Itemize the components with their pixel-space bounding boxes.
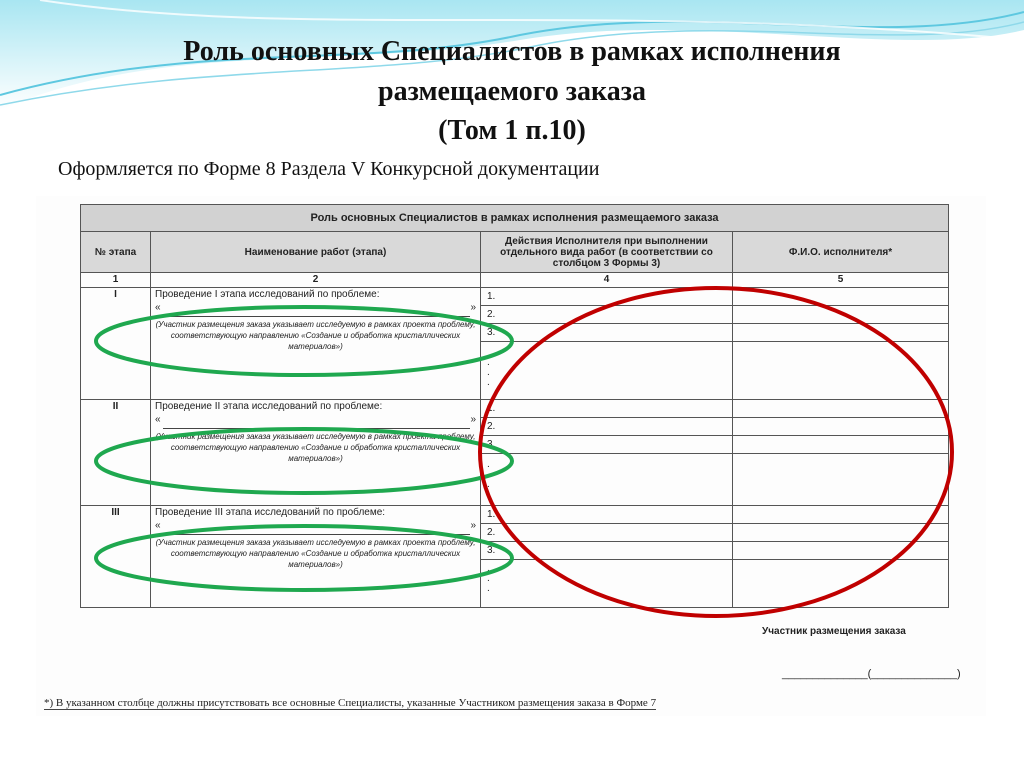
stage-note: (Участник размещения заказа указывает исследуемую в рамках проекта проблему, соответствующую направлению «Создание и обработка кристаллических материалов») <box>155 432 476 463</box>
table-footnote: *) В указанном столбце должны присутствовать все основные Специалисты, указанные Участником размещения заказа в Форме 7 <box>44 697 657 709</box>
problem-blank-line <box>155 520 476 535</box>
quote-open: « <box>155 302 161 313</box>
name-slot <box>733 306 948 324</box>
stage-number: III <box>81 506 151 608</box>
slide-title-line-1: Роль основных Специалистов в рамках исполнения <box>183 36 841 67</box>
header-executor-actions: Действия Исполнителя при выполнении отдельного вида работ (в соответствии со столбцом 3 Формы 3) <box>481 232 733 273</box>
action-item: 3. <box>481 542 732 560</box>
signer-label: Участник размещения заказа <box>762 626 906 637</box>
table-caption: Роль основных Специалистов в рамках исполнения размещаемого заказа <box>81 205 949 232</box>
stage-title: Проведение I этапа исследований по проблеме: <box>155 289 380 300</box>
header-work-name: Наименование работ (этапа) <box>151 232 481 273</box>
executor-name-cell <box>733 400 949 506</box>
stage-note: (Участник размещения заказа указывает исследуемую в рамках проекта проблему, соответствующую направлению «Создание и обработка кристаллических материалов») <box>155 538 476 569</box>
action-item: 1. <box>481 400 732 418</box>
quote-close: » <box>470 520 476 531</box>
table-row <box>81 288 949 400</box>
stage-note: (Участник размещения заказа указывает исследуемую в рамках проекта проблему, соответствующую направлению «Создание и обработка кристаллических материалов») <box>155 320 476 351</box>
name-slot <box>733 288 948 306</box>
column-number: 4 <box>481 273 733 288</box>
quote-open: « <box>155 520 161 531</box>
action-item: 2. <box>481 524 732 542</box>
table-row <box>81 506 949 608</box>
table-row <box>81 400 949 506</box>
column-number: 1 <box>81 273 151 288</box>
action-continuation: . . . <box>487 459 490 490</box>
action-continuation: . . . <box>487 563 490 594</box>
stage-number: I <box>81 288 151 400</box>
action-item: 1. <box>481 288 732 306</box>
specialists-role-table <box>80 204 949 608</box>
table-header-row <box>81 232 949 273</box>
problem-blank-line <box>155 414 476 429</box>
action-item: 1. <box>481 506 732 524</box>
signature-line: ______________(______________) <box>782 668 961 680</box>
column-number-row <box>81 273 949 288</box>
column-number: 5 <box>733 273 949 288</box>
name-slot <box>733 436 948 454</box>
action-continuation: . . . <box>487 357 490 388</box>
problem-blank-line <box>155 302 476 317</box>
slide-title-line-3: (Том 1 п.10) <box>438 115 586 146</box>
executor-name-cell <box>733 288 949 400</box>
executor-actions-cell <box>481 400 733 506</box>
action-item: 3. <box>481 324 732 342</box>
action-item: 3. <box>481 436 732 454</box>
quote-close: » <box>470 302 476 313</box>
header-executor-name: Ф.И.О. исполнителя* <box>733 232 949 273</box>
action-item: 2. <box>481 306 732 324</box>
name-slot <box>733 418 948 436</box>
slide-title-line-2: размещаемого заказа <box>378 76 646 107</box>
stage-description <box>151 400 481 506</box>
name-slot <box>733 524 948 542</box>
name-slot <box>733 324 948 342</box>
stage-description <box>151 288 481 400</box>
stage-number: II <box>81 400 151 506</box>
name-slot <box>733 400 948 418</box>
name-slot <box>733 542 948 560</box>
executor-name-cell <box>733 506 949 608</box>
executor-actions-cell <box>481 506 733 608</box>
action-item: 2. <box>481 418 732 436</box>
quote-open: « <box>155 414 161 425</box>
stage-title: Проведение II этапа исследований по проблеме: <box>155 401 383 412</box>
column-number: 2 <box>151 273 481 288</box>
quote-close: » <box>470 414 476 425</box>
header-stage-number: № этапа <box>81 232 151 273</box>
stage-title: Проведение III этапа исследований по проблеме: <box>155 507 386 518</box>
executor-actions-cell <box>481 288 733 400</box>
name-slot <box>733 506 948 524</box>
slide-subtitle: Оформляется по Форме 8 Раздела V Конкурсной документации <box>58 158 600 180</box>
stage-description <box>151 506 481 608</box>
